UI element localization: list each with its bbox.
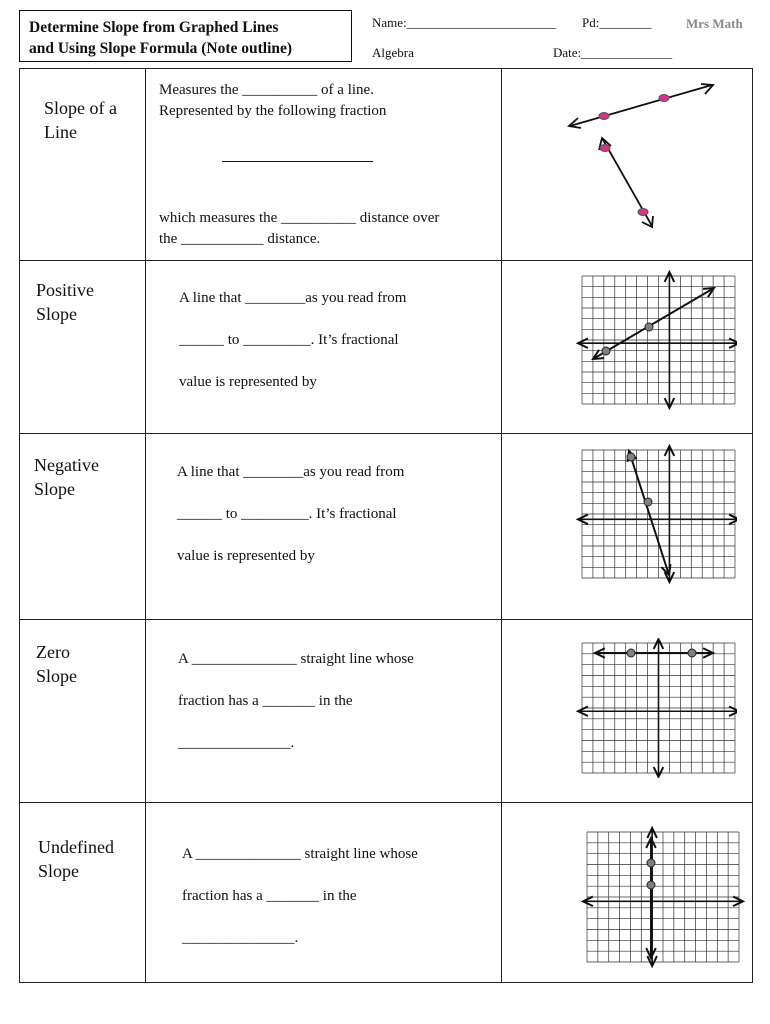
definition-line: fraction has a _______ in the <box>178 693 353 709</box>
definition-negative-slope <box>177 451 404 577</box>
definition-line: value is represented by <box>179 374 317 390</box>
definition-line: A ______________ straight line whose <box>182 846 418 862</box>
definition-line: value is represented by <box>177 548 315 564</box>
point-icon <box>599 113 609 120</box>
term-line: Negative <box>34 455 99 475</box>
plotted-point-icon <box>647 859 655 867</box>
row-divider <box>19 802 753 803</box>
negative-slope-graph <box>565 444 737 584</box>
row-divider <box>19 619 753 620</box>
term-slope-of-a-line <box>44 96 117 144</box>
date-field[interactable]: Date:______________ <box>553 45 673 60</box>
definition-line: A ______________ straight line whose <box>178 651 414 667</box>
point-icon <box>659 95 669 102</box>
period-field[interactable]: Pd:________ <box>582 15 652 30</box>
row-divider <box>19 433 753 434</box>
point-icon <box>600 145 610 152</box>
plotted-point-icon <box>645 323 653 331</box>
definition-line: fraction has a _______ in the <box>182 888 357 904</box>
term-line: Undefined <box>38 837 114 857</box>
plotted-point-icon <box>627 649 635 657</box>
table-border-bottom <box>19 982 753 983</box>
row-divider <box>19 260 753 261</box>
term-line: Line <box>44 122 77 142</box>
term-zero-slope <box>36 640 77 688</box>
column-divider <box>501 68 502 983</box>
definition-slope-distances <box>159 208 439 250</box>
plotted-point-icon <box>688 649 696 657</box>
definition-line: A line that ________as you read from <box>179 290 407 306</box>
term-line: Slope of a <box>44 98 117 118</box>
definition-positive-slope <box>179 277 406 403</box>
plotted-line <box>593 288 714 359</box>
plotted-point-icon <box>627 453 635 461</box>
term-line: Slope <box>36 666 78 686</box>
term-positive-slope <box>36 278 94 326</box>
definition-zero-slope <box>178 638 414 764</box>
slope-of-line-illustration <box>560 78 725 233</box>
definition-line: ______ to _________. It’s fractional <box>179 332 399 348</box>
name-field[interactable]: Name:_______________________ <box>372 15 557 30</box>
subject-label: Algebra <box>372 45 414 60</box>
positive-slope-graph <box>565 270 737 410</box>
term-line: Zero <box>36 642 70 662</box>
column-divider <box>145 68 146 983</box>
definition-line: ______ to _________. It’s fractional <box>177 506 397 522</box>
term-line: Slope <box>38 861 80 881</box>
term-line: Slope <box>36 304 78 324</box>
fraction-bar <box>222 161 373 162</box>
term-negative-slope <box>34 453 99 501</box>
undefined-slope-graph <box>566 826 746 968</box>
definition-slope-of-a-line <box>159 80 386 122</box>
worksheet-title-box <box>19 10 352 62</box>
definition-line: Represented by the following fraction <box>159 103 387 119</box>
term-line: Slope <box>34 479 76 499</box>
definition-line: _______________. <box>182 930 299 946</box>
definition-line: _______________. <box>178 735 295 751</box>
worksheet-title-line2: and Using Slope Formula (Note outline) <box>29 40 293 57</box>
definition-line: which measures the __________ distance over <box>159 210 440 226</box>
term-line: Positive <box>36 280 95 300</box>
table-border-top <box>19 68 753 69</box>
table-border-right <box>752 68 753 983</box>
definition-undefined-slope <box>182 833 418 959</box>
plotted-point-icon <box>647 881 655 889</box>
brand-label: Mrs Math <box>686 16 743 31</box>
arrowhead-right <box>701 84 713 94</box>
definition-line: the ___________ distance. <box>159 231 321 247</box>
plotted-point-icon <box>602 347 610 355</box>
zero-slope-graph <box>565 638 737 778</box>
plotted-point-icon <box>644 498 652 506</box>
definition-line: Measures the __________ of a line. <box>159 82 374 98</box>
table-border-left <box>19 68 20 983</box>
line-upper <box>570 85 712 126</box>
worksheet-title-line1: Determine Slope from Graphed Lines <box>29 19 279 36</box>
term-undefined-slope <box>38 835 114 883</box>
point-icon <box>638 209 648 216</box>
definition-line: A line that ________as you read from <box>177 464 405 480</box>
